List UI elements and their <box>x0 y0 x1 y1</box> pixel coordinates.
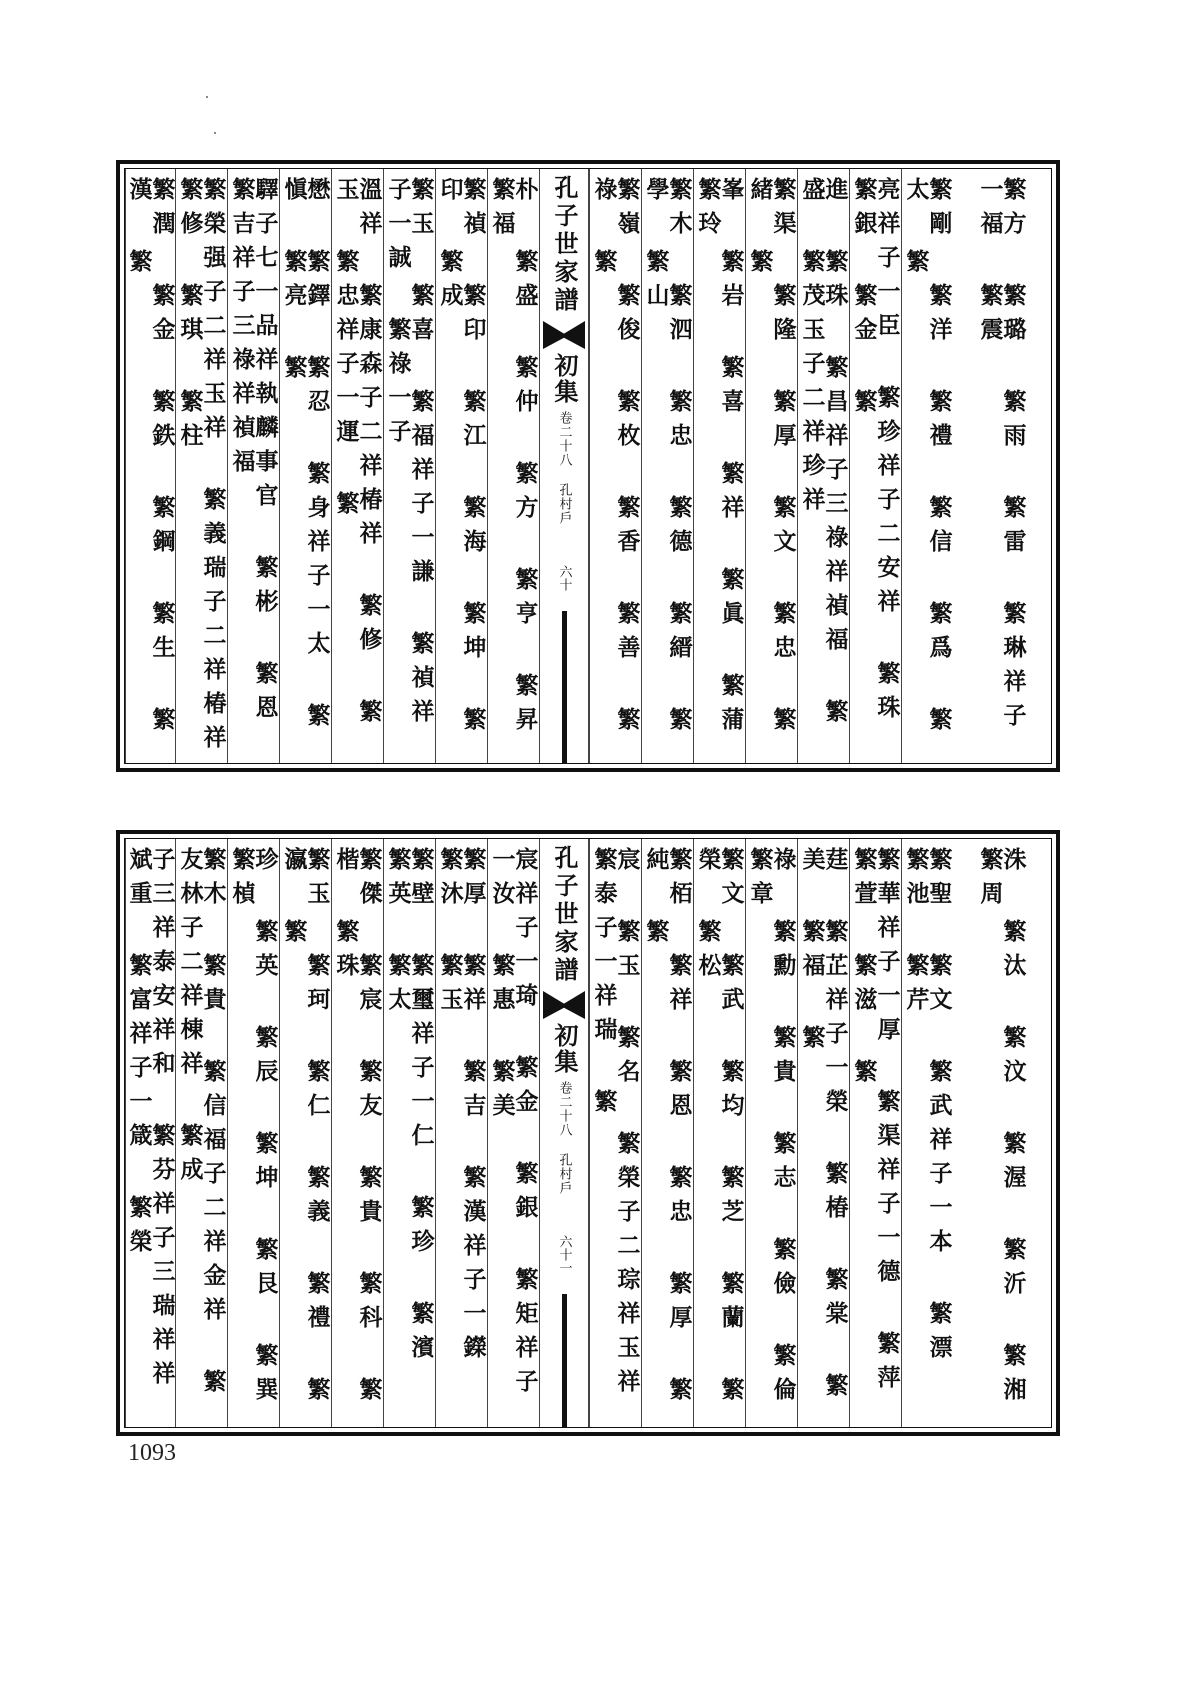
column-text: 繁嶺 繁俊 繁枚 繁香 繁善 繁祿 繁 <box>590 177 641 741</box>
column-text: 珍 繁英 繁辰 繁坤 繁艮 繁巽 繁楨 <box>228 847 279 1411</box>
column <box>901 169 953 763</box>
scan-speck <box>214 132 216 134</box>
column <box>227 839 279 1427</box>
column <box>383 839 435 1427</box>
book-title: 孔子世家譜 <box>550 845 579 985</box>
column <box>797 169 849 763</box>
column <box>125 169 175 763</box>
column <box>435 839 487 1427</box>
fishtail-mark <box>543 321 585 349</box>
column <box>953 169 1050 763</box>
column-text: 驛子七一品祥執麟事官 繁彬 繁恩 繁吉祥子三祿祥禎福 <box>228 177 279 729</box>
column-text: 亮祥子一臣 繁珍祥子二安祥 繁珠 繁銀 繁金 繁 <box>850 177 901 729</box>
column <box>175 169 227 763</box>
column <box>693 839 745 1427</box>
column <box>745 839 797 1427</box>
column-text: 繁榮强子二祥玉祥 繁義瑞子二祥椿祥 繁修 繁琪 繁柱 <box>176 177 227 759</box>
fishtail-mark <box>543 991 585 1019</box>
column <box>797 839 849 1427</box>
page-spine <box>539 839 589 1427</box>
column-text: 繁華祥子一厚 繁渠祥子一德 繁萍 繁萱 繁滋 繁 <box>850 847 901 1399</box>
sheet-frame <box>124 168 1052 764</box>
column <box>849 169 901 763</box>
column-text: 進 繁珠 繁昌祥子三祿祥禎福 繁盛 繁茂玉子二祥珍祥 <box>798 177 849 733</box>
column <box>331 169 383 763</box>
genealogy-sheet-top <box>116 160 1060 772</box>
section-label: 卷二十八 孔村戶 <box>556 411 572 525</box>
sheet-frame <box>124 838 1052 1428</box>
page-spine <box>539 169 589 763</box>
column-text: 繁木 繁泗 繁忠 繁德 繁縉 繁學 繁山 <box>642 177 693 741</box>
spine-bar <box>562 611 567 763</box>
scan-speck <box>206 96 208 98</box>
column <box>125 839 175 1427</box>
section-label: 卷二十八 孔村戶 <box>556 1081 572 1195</box>
column-text: 繁壁 繁璽祥子一仁 繁珍 繁濱 繁英 繁太 <box>384 847 435 1369</box>
column <box>693 169 745 763</box>
column <box>901 839 953 1427</box>
column-text: 莛 繁芷祥子一榮 繁椿 繁棠 繁美 繁福 繁 <box>798 847 849 1407</box>
column-text: 繁厚 繁祥 繁吉 繁漢祥子一鑅 繁沐 繁玉 <box>436 847 487 1369</box>
leaf-number: 六十 <box>556 565 572 591</box>
column <box>641 839 693 1427</box>
column <box>953 839 1050 1427</box>
volume-label: 初集 <box>550 353 579 405</box>
column-text: 祿 繁勳 繁貴 繁志 繁儉 繁倫 繁章 <box>746 847 797 1411</box>
column <box>589 839 641 1427</box>
volume-label: 初集 <box>550 1023 579 1075</box>
column-text: 繁禎 繁印 繁江 繁海 繁坤 繁印 繁成 <box>436 177 487 741</box>
column-text: 繁栢 繁祥 繁恩 繁忠 繁厚 繁純 繁 <box>642 847 693 1411</box>
column-text: 繁木 繁貴 繁信福子二祥金祥 繁友林子二祥棟祥 繁成 <box>176 847 227 1403</box>
column <box>279 839 331 1427</box>
column-text: 繁方 繁璐 繁雨 繁雷 繁琳祥子一福 繁震 <box>976 177 1027 737</box>
column-text: 懋 繁鐸 繁忍 繁身祥子一太 繁愼 繁亮 繁 <box>280 177 331 737</box>
column <box>435 169 487 763</box>
column-text: 繁文 繁武 繁均 繁芝 繁蘭 繁榮 繁松 <box>694 847 745 1411</box>
book-title: 孔子世家譜 <box>550 175 579 315</box>
column <box>227 169 279 763</box>
column-text: 繁剛 繁洋 繁禮 繁信 繁爲 繁太 繁 <box>902 177 953 741</box>
column <box>487 839 539 1427</box>
column <box>849 839 901 1427</box>
column-text: 繁聖 繁文 繁武祥子一本 繁漂 繁池 繁芹 <box>902 847 953 1369</box>
leaf-number: 六十一 <box>556 1235 572 1274</box>
column <box>279 169 331 763</box>
spine-bar <box>562 1294 567 1427</box>
column-text: 峯 繁岩 繁喜 繁祥 繁眞 繁蒲 繁玲 <box>694 177 745 741</box>
column <box>589 169 641 763</box>
column-text: 繁玉 繁喜 繁福祥子一謙 繁禎祥子一誠 繁祿一子 <box>384 177 435 733</box>
column-text: 繁渠 繁隆 繁厚 繁文 繁忠 繁緒 繁 <box>746 177 797 741</box>
column-text: 繁傑 繁宸 繁友 繁貴 繁科 繁楷 繁珠 <box>332 847 383 1411</box>
column <box>745 169 797 763</box>
column-text: 溫祥 繁康森子二祥椿祥 繁修 繁玉 繁忠祥子一運 繁 <box>332 177 383 733</box>
genealogy-sheet-bottom <box>116 830 1060 1436</box>
page-number: 1093 <box>128 1440 176 1466</box>
column <box>641 169 693 763</box>
column-text: 洙 繁汰 繁汶 繁渥 繁沂 繁湘 繁周 <box>976 847 1027 1411</box>
column <box>331 839 383 1427</box>
column <box>487 169 539 763</box>
column-text: 繁玉 繁珂 繁仁 繁義 繁禮 繁瀛 繁 <box>280 847 331 1411</box>
column-text: 繁潤 繁金 繁鉄 繁鋼 繁生 繁漢 繁 <box>125 177 176 741</box>
column <box>383 169 435 763</box>
column-text: 子三祥泰安祥和 繁芬祥子三瑞祥祥斌重 繁富祥子一箴 繁榮 <box>125 847 176 1395</box>
column-text: 朴 繁盛 繁仲 繁方 繁亨 繁昇 繁福 <box>488 177 539 741</box>
column-text: 宸祥子一琦 繁金 繁銀 繁矩祥子一汝 繁惠 繁美 <box>488 847 539 1403</box>
column <box>175 839 227 1427</box>
column-text: 宸 繁玉 繁名 繁榮子二琮祥玉祥 繁泰子一祥瑞 繁 <box>590 847 641 1403</box>
